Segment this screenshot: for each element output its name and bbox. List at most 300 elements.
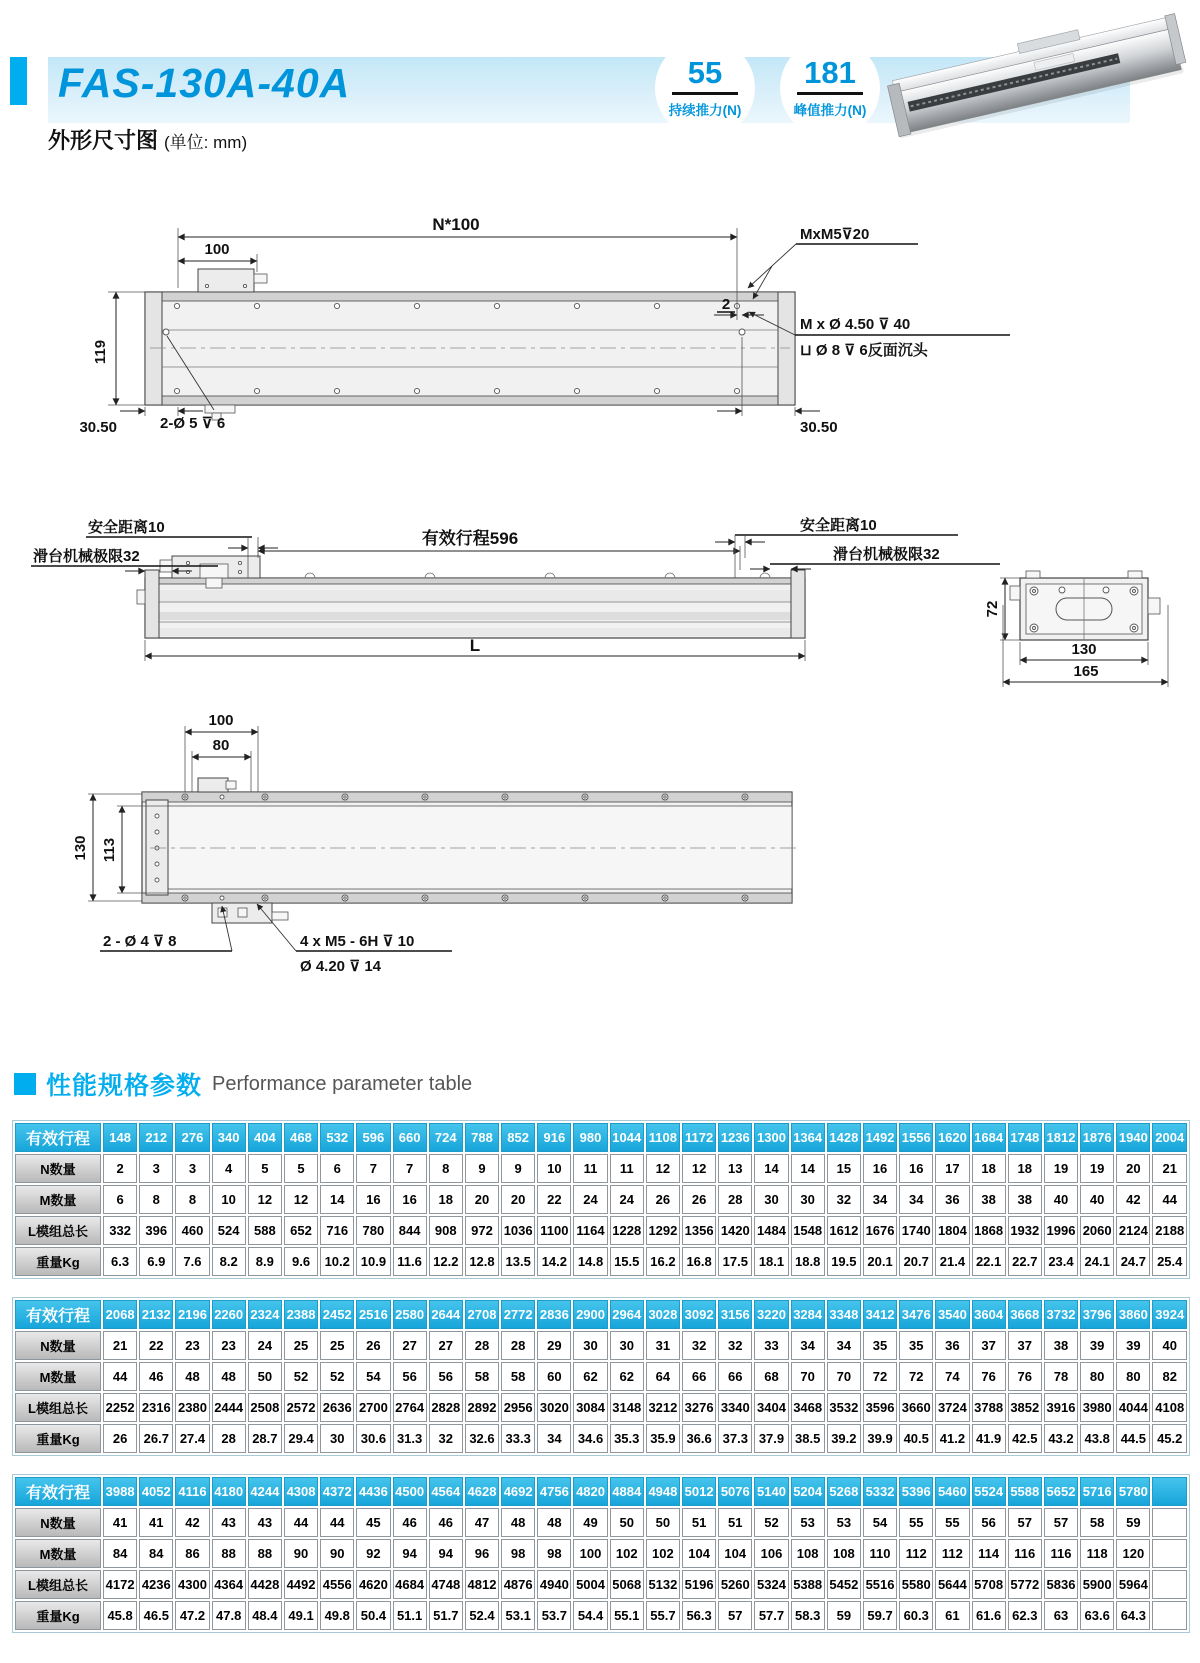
value-cell: 2828 (429, 1393, 463, 1422)
value-cell: 1356 (682, 1216, 716, 1245)
value-cell: 34 (899, 1185, 933, 1214)
value-cell: 108 (791, 1539, 825, 1568)
value-cell: 19.5 (827, 1247, 861, 1276)
value-cell: 50 (646, 1508, 680, 1537)
value-cell: 47.2 (175, 1601, 209, 1630)
value-cell: 30 (791, 1185, 825, 1214)
value-cell: 60.3 (899, 1601, 933, 1630)
value-cell: 72 (899, 1362, 933, 1391)
value-cell: 57 (718, 1601, 752, 1630)
value-cell: 55 (899, 1508, 933, 1537)
value-cell: 21 (103, 1331, 137, 1360)
section-title-en: Performance parameter table (212, 1072, 473, 1095)
value-cell: 53 (791, 1508, 825, 1537)
value-cell: 48.4 (248, 1601, 282, 1630)
value-cell: 5004 (573, 1570, 607, 1599)
value-cell: 332 (103, 1216, 137, 1245)
value-cell: 3084 (573, 1393, 607, 1422)
table-row (15, 1154, 1187, 1183)
value-cell: 58.3 (791, 1601, 825, 1630)
value-cell: 60 (537, 1362, 571, 1391)
badge-divider (797, 92, 863, 95)
table-row (15, 1300, 1187, 1329)
value-cell: 106 (754, 1539, 788, 1568)
value-cell: 6.9 (139, 1247, 173, 1276)
value-cell: 52 (284, 1362, 318, 1391)
value-cell: 3468 (791, 1393, 825, 1422)
value-cell: 28 (501, 1331, 535, 1360)
drawing-end-view (984, 571, 1168, 687)
value-cell: 62.3 (1008, 1601, 1042, 1630)
value-cell: 2444 (212, 1393, 246, 1422)
value-cell: 44 (320, 1508, 354, 1537)
table-row (15, 1362, 1187, 1391)
value-cell: 55 (935, 1508, 969, 1537)
value-cell: 4684 (393, 1570, 427, 1599)
stroke-header-cell: 2772 (501, 1300, 535, 1329)
value-cell: 30 (573, 1331, 607, 1360)
stroke-header-cell: 4692 (501, 1477, 535, 1506)
value-cell: 6 (320, 1154, 354, 1183)
value-cell: 43.2 (1044, 1424, 1078, 1453)
value-cell: 38 (1044, 1331, 1078, 1360)
value-cell: 49 (573, 1508, 607, 1537)
table-row (15, 1247, 1187, 1276)
value-cell: 34 (863, 1185, 897, 1214)
value-cell: 4812 (465, 1570, 499, 1599)
table-row (15, 1424, 1187, 1453)
value-cell: 30 (320, 1424, 354, 1453)
value-cell: 43.8 (1080, 1424, 1114, 1453)
value-cell: 5324 (754, 1570, 788, 1599)
value-cell: 844 (393, 1216, 427, 1245)
stroke-header-cell: 4500 (393, 1477, 427, 1506)
value-cell: 62 (573, 1362, 607, 1391)
value-cell: 90 (284, 1539, 318, 1568)
stroke-header-cell: 1428 (827, 1123, 861, 1152)
value-cell: 27.4 (175, 1424, 209, 1453)
value-cell: 47.8 (212, 1601, 246, 1630)
value-cell: 4492 (284, 1570, 318, 1599)
table-row (15, 1477, 1187, 1506)
value-cell: 7 (393, 1154, 427, 1183)
value-cell: 8.2 (212, 1247, 246, 1276)
value-cell: 8 (429, 1154, 463, 1183)
value-cell: 57 (1008, 1508, 1042, 1537)
value-cell: 57.7 (754, 1601, 788, 1630)
value-cell: 14.8 (573, 1247, 607, 1276)
dim-stroke: 有效行程596 (421, 529, 519, 548)
stroke-header-cell: 5780 (1116, 1477, 1150, 1506)
dim-3050-left: 30.50 (79, 419, 117, 436)
stroke-header-cell: 1300 (754, 1123, 788, 1152)
dim-119: 119 (92, 339, 109, 365)
value-cell: 11.6 (393, 1247, 427, 1276)
value-cell: 88 (248, 1539, 282, 1568)
stroke-header-cell: 852 (501, 1123, 535, 1152)
value-cell: 1996 (1044, 1216, 1078, 1245)
value-cell: 5580 (899, 1570, 933, 1599)
value-cell: 52 (754, 1508, 788, 1537)
stroke-header-cell: 5524 (972, 1477, 1006, 1506)
stroke-header-cell: 4948 (646, 1477, 680, 1506)
value-cell: 33.3 (501, 1424, 535, 1453)
value-cell: 54 (863, 1508, 897, 1537)
value-cell: 4556 (320, 1570, 354, 1599)
value-cell: 76 (972, 1362, 1006, 1391)
stroke-header-cell: 1172 (682, 1123, 716, 1152)
value-cell: 2124 (1116, 1216, 1150, 1245)
value-cell: 24.1 (1080, 1247, 1114, 1276)
value-cell: 30.6 (356, 1424, 390, 1453)
dim-L: L (469, 636, 481, 655)
stroke-header-cell: 4372 (320, 1477, 354, 1506)
value-cell: 2188 (1152, 1216, 1187, 1245)
callout-2xd5: 2-Ø 5 ⊽ 6 (160, 415, 226, 432)
table-row (15, 1123, 1187, 1152)
value-cell: 34 (791, 1331, 825, 1360)
value-cell: 74 (935, 1362, 969, 1391)
drawing-title-unit: (单位: mm) (164, 133, 248, 152)
value-cell: 42 (175, 1508, 209, 1537)
value-cell: 2892 (465, 1393, 499, 1422)
stroke-header-cell: 1236 (718, 1123, 752, 1152)
value-cell: 12 (682, 1154, 716, 1183)
value-cell: 5644 (935, 1570, 969, 1599)
value-cell: 2316 (139, 1393, 173, 1422)
value-cell: 4428 (248, 1570, 282, 1599)
value-cell: 5708 (972, 1570, 1006, 1599)
value-cell: 32 (429, 1424, 463, 1453)
value-cell: 4748 (429, 1570, 463, 1599)
value-cell: 80 (1080, 1362, 1114, 1391)
value-cell: 112 (935, 1539, 969, 1568)
value-cell: 18 (1008, 1154, 1042, 1183)
value-cell: 46 (139, 1362, 173, 1391)
value-cell: 84 (139, 1539, 173, 1568)
value-cell: 11 (573, 1154, 607, 1183)
value-cell: 54 (356, 1362, 390, 1391)
dim-72: 72 (984, 600, 1001, 618)
stroke-header-cell: 4180 (212, 1477, 246, 1506)
callout-mxm5: MxM5⊽20 (800, 226, 870, 243)
table-row (15, 1185, 1187, 1214)
value-cell: 14 (320, 1185, 354, 1214)
badge-divider (672, 92, 738, 95)
stroke-header-cell: 3220 (754, 1300, 788, 1329)
page-title: FAS-130A-40A (58, 60, 351, 106)
value-cell: 12.2 (429, 1247, 463, 1276)
value-cell: 51 (718, 1508, 752, 1537)
value-cell: 22 (139, 1331, 173, 1360)
stroke-header-cell: 2452 (320, 1300, 354, 1329)
value-cell: 31.3 (393, 1424, 427, 1453)
stroke-header-cell: 2580 (393, 1300, 427, 1329)
value-cell: 46 (429, 1508, 463, 1537)
stroke-header-cell: 4628 (465, 1477, 499, 1506)
stroke-header-cell: 2388 (284, 1300, 318, 1329)
table-row (15, 1331, 1187, 1360)
value-cell: 94 (393, 1539, 427, 1568)
stroke-header-cell: 5460 (935, 1477, 969, 1506)
callout-2xd4: 2 - Ø 4 ⊽ 8 (103, 933, 177, 950)
value-cell: 1804 (935, 1216, 969, 1245)
value-cell: 98 (537, 1539, 571, 1568)
value-cell: 96 (465, 1539, 499, 1568)
value-cell: 28.7 (248, 1424, 282, 1453)
value-cell: 63.6 (1080, 1601, 1114, 1630)
stroke-header-cell: 788 (465, 1123, 499, 1152)
stroke-header-cell: 2132 (139, 1300, 173, 1329)
stroke-header-cell: 532 (320, 1123, 354, 1152)
value-cell: 52 (320, 1362, 354, 1391)
value-cell: 14 (754, 1154, 788, 1183)
value-cell: 44.5 (1116, 1424, 1150, 1453)
value-cell: 34.6 (573, 1424, 607, 1453)
value-cell: 8 (139, 1185, 173, 1214)
value-cell: 4172 (103, 1570, 137, 1599)
value-cell: 5260 (718, 1570, 752, 1599)
value-cell: 10.2 (320, 1247, 354, 1276)
value-cell: 18 (429, 1185, 463, 1214)
stroke-header-cell: 3348 (827, 1300, 861, 1329)
value-cell: 39 (1080, 1331, 1114, 1360)
value-cell: 25 (320, 1331, 354, 1360)
value-cell: 11 (610, 1154, 644, 1183)
value-cell: 72 (863, 1362, 897, 1391)
value-cell: 25 (284, 1331, 318, 1360)
value-cell: 5900 (1080, 1570, 1114, 1599)
dim-2: 2 (721, 296, 731, 313)
product-photo (876, 2, 1200, 152)
value-cell: 8.9 (248, 1247, 282, 1276)
value-cell: 56 (972, 1508, 1006, 1537)
value-cell: 84 (103, 1539, 137, 1568)
value-cell: 3724 (935, 1393, 969, 1422)
stroke-header-cell: 1748 (1008, 1123, 1042, 1152)
stroke-header-cell: 3412 (863, 1300, 897, 1329)
stroke-header-cell: 3860 (1116, 1300, 1150, 1329)
value-cell: 18.8 (791, 1247, 825, 1276)
value-cell: 716 (320, 1216, 354, 1245)
callout-m-dia: M x Ø 4.50 ⊽ 40 (800, 316, 911, 333)
stroke-header-cell: 1876 (1080, 1123, 1114, 1152)
value-cell: 40 (1044, 1185, 1078, 1214)
value-cell: 1932 (1008, 1216, 1042, 1245)
value-cell: 40.5 (899, 1424, 933, 1453)
stroke-header-cell: 2516 (356, 1300, 390, 1329)
drawing-section-title (48, 124, 247, 155)
value-cell: 43 (212, 1508, 246, 1537)
spec-table (13, 1298, 1189, 1455)
value-cell: 50 (248, 1362, 282, 1391)
stroke-header-cell: 2196 (175, 1300, 209, 1329)
row-label: N数量 (15, 1331, 101, 1360)
value-cell: 24.7 (1116, 1247, 1150, 1276)
value-cell: 2572 (284, 1393, 318, 1422)
value-cell: 82 (1152, 1362, 1187, 1391)
value-cell: 18.1 (754, 1247, 788, 1276)
value-cell: 32 (827, 1185, 861, 1214)
stroke-header-cell: 2644 (429, 1300, 463, 1329)
label-limit-right: 滑台机械极限32 (833, 546, 940, 563)
value-cell: 5772 (1008, 1570, 1042, 1599)
value-cell: 62 (610, 1362, 644, 1391)
value-cell: 3916 (1044, 1393, 1078, 1422)
value-cell: 49.8 (320, 1601, 354, 1630)
value-cell: 41 (139, 1508, 173, 1537)
value-cell: 41.9 (972, 1424, 1006, 1453)
row-label: L模组总长 (15, 1570, 101, 1599)
callout-4xm5: 4 x M5 - 6H ⊽ 10 (300, 933, 415, 950)
value-cell: 31 (646, 1331, 680, 1360)
value-cell: 61.6 (972, 1601, 1006, 1630)
value-cell: 32 (682, 1331, 716, 1360)
accent-bar (10, 57, 27, 105)
stroke-header-cell: 2900 (573, 1300, 607, 1329)
value-cell: 58 (465, 1362, 499, 1391)
value-cell: 57 (1044, 1508, 1078, 1537)
value-cell: 5068 (610, 1570, 644, 1599)
value-cell: 112 (899, 1539, 933, 1568)
badge-peak-thrust (780, 38, 880, 138)
dim-100-bottom: 100 (208, 712, 234, 729)
value-cell: 10 (537, 1154, 571, 1183)
value-cell: 30 (610, 1331, 644, 1360)
continuous-thrust-value: 55 (687, 55, 723, 90)
row-label: 有效行程 (15, 1477, 101, 1506)
value-cell: 1292 (646, 1216, 680, 1245)
value-cell: 51 (682, 1508, 716, 1537)
value-cell: 5 (284, 1154, 318, 1183)
table-row (15, 1539, 1187, 1568)
peak-thrust-label: 峰值推力(N) (793, 103, 867, 118)
value-cell: 35.3 (610, 1424, 644, 1453)
value-cell: 61 (935, 1601, 969, 1630)
dim-3050-right: 30.50 (800, 419, 838, 436)
value-cell: 20.1 (863, 1247, 897, 1276)
value-cell: 116 (1008, 1539, 1042, 1568)
value-cell: 5388 (791, 1570, 825, 1599)
stroke-header-cell: 4436 (356, 1477, 390, 1506)
value-cell: 12.8 (465, 1247, 499, 1276)
value-cell: 16.8 (682, 1247, 716, 1276)
value-cell: 36 (935, 1331, 969, 1360)
value-cell: 2956 (501, 1393, 535, 1422)
value-cell: 116 (1044, 1539, 1078, 1568)
stroke-header-cell: 1556 (899, 1123, 933, 1152)
row-label: M数量 (15, 1185, 101, 1214)
value-cell: 58 (1080, 1508, 1114, 1537)
dimension-drawings (0, 160, 1200, 1040)
value-cell: 12 (284, 1185, 318, 1214)
value-cell: 26 (646, 1185, 680, 1214)
value-cell: 45.8 (103, 1601, 137, 1630)
value-cell: 21.4 (935, 1247, 969, 1276)
value-cell: 37.9 (754, 1424, 788, 1453)
value-cell (1152, 1539, 1187, 1568)
stroke-header-cell: 212 (139, 1123, 173, 1152)
value-cell: 21 (1152, 1154, 1187, 1183)
value-cell (1152, 1570, 1187, 1599)
stroke-header-cell: 5588 (1008, 1477, 1042, 1506)
value-cell: 53.1 (501, 1601, 535, 1630)
stroke-header-cell: 3796 (1080, 1300, 1114, 1329)
stroke-header-cell: 3092 (682, 1300, 716, 1329)
stroke-header-cell: 5076 (718, 1477, 752, 1506)
value-cell: 1868 (972, 1216, 1006, 1245)
value-cell: 41.2 (935, 1424, 969, 1453)
value-cell: 5452 (827, 1570, 861, 1599)
stroke-header-cell: 148 (103, 1123, 137, 1152)
value-cell: 3 (175, 1154, 209, 1183)
dim-n100: N*100 (432, 215, 480, 234)
stroke-header-cell: 596 (356, 1123, 390, 1152)
value-cell: 14.2 (537, 1247, 571, 1276)
stroke-header-cell: 3924 (1152, 1300, 1187, 1329)
value-cell: 4364 (212, 1570, 246, 1599)
value-cell: 43 (248, 1508, 282, 1537)
stroke-header-cell: 5716 (1080, 1477, 1114, 1506)
value-cell: 92 (356, 1539, 390, 1568)
value-cell: 37 (1008, 1331, 1042, 1360)
value-cell: 24 (573, 1185, 607, 1214)
value-cell: 52.4 (465, 1601, 499, 1630)
value-cell: 33 (754, 1331, 788, 1360)
value-cell: 50 (610, 1508, 644, 1537)
value-cell: 16.2 (646, 1247, 680, 1276)
value-cell: 59 (827, 1601, 861, 1630)
drawing-top-view (79, 215, 1010, 436)
badge-continuous-thrust (655, 38, 755, 138)
value-cell: 46.5 (139, 1601, 173, 1630)
performance-table-1 (12, 1120, 1190, 1279)
value-cell: 28 (718, 1185, 752, 1214)
value-cell: 5132 (646, 1570, 680, 1599)
value-cell: 3212 (646, 1393, 680, 1422)
value-cell: 29.4 (284, 1424, 318, 1453)
value-cell: 18 (972, 1154, 1006, 1183)
drawing-title-zh: 外形尺寸图 (48, 128, 159, 153)
value-cell: 1100 (537, 1216, 571, 1245)
value-cell: 51.7 (429, 1601, 463, 1630)
row-label: M数量 (15, 1539, 101, 1568)
table-row (15, 1508, 1187, 1537)
value-cell: 16 (863, 1154, 897, 1183)
section-title-zh: 性能规格参数 (46, 1072, 203, 1100)
spec-table (13, 1475, 1189, 1632)
label-limit-left: 滑台机械极限32 (33, 548, 140, 565)
value-cell: 24 (610, 1185, 644, 1214)
value-cell: 28 (212, 1424, 246, 1453)
stroke-header-cell: 3476 (899, 1300, 933, 1329)
value-cell: 47 (465, 1508, 499, 1537)
value-cell: 2 (103, 1154, 137, 1183)
value-cell: 22.1 (972, 1247, 1006, 1276)
stroke-header-cell: 4756 (537, 1477, 571, 1506)
value-cell: 4876 (501, 1570, 535, 1599)
value-cell: 29 (537, 1331, 571, 1360)
value-cell: 23 (175, 1331, 209, 1360)
value-cell: 26 (682, 1185, 716, 1214)
value-cell: 23.4 (1044, 1247, 1078, 1276)
stroke-header-cell: 4884 (610, 1477, 644, 1506)
value-cell: 56.3 (682, 1601, 716, 1630)
value-cell: 4 (212, 1154, 246, 1183)
value-cell: 53 (827, 1508, 861, 1537)
performance-table-3 (12, 1474, 1190, 1633)
value-cell: 66 (682, 1362, 716, 1391)
